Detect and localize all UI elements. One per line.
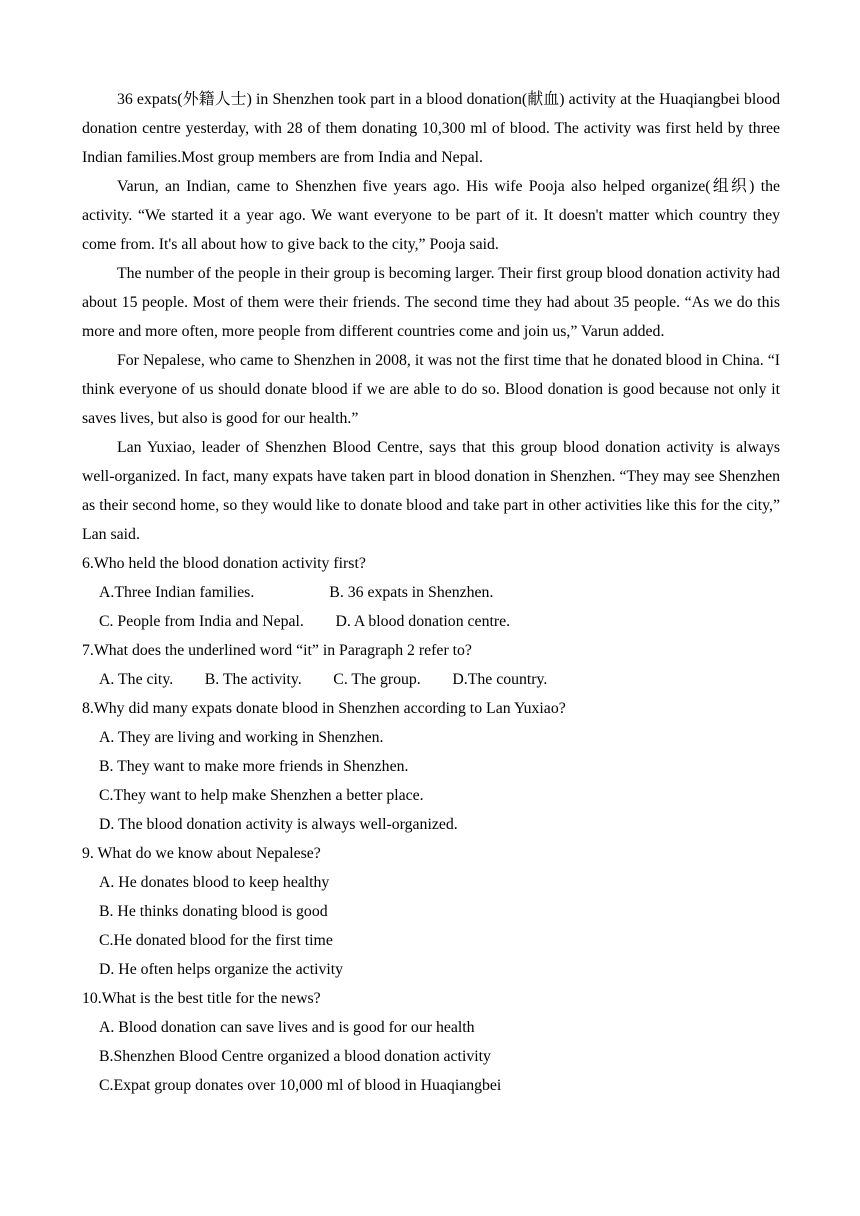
option-line: C.He donated blood for the first time bbox=[99, 932, 333, 949]
question-stem: 6.Who held the blood donation activity first? bbox=[82, 555, 366, 572]
option-line: A. Blood donation can save lives and is good for our health bbox=[99, 1019, 475, 1036]
question-stem: 10.What is the best title for the news? bbox=[82, 990, 321, 1007]
option-line: B. He thinks donating blood is good bbox=[99, 903, 328, 920]
question-stem: 7.What does the underlined word “it” in Paragraph 2 refer to? bbox=[82, 642, 472, 659]
passage-paragraph-5: Lan Yuxiao, leader of Shenzhen Blood Centre, says that this group blood donation activity is always well-organized. In fact, many expats have taken part in blood donation in Shenzhen. “They may see Shenzhen as their second home, so they would like to donate blood and take part in other activities like this for the city,” Lan said. bbox=[82, 439, 780, 543]
question-6 bbox=[82, 549, 780, 636]
option-line: C. People from India and Nepal. D. A blood donation centre. bbox=[99, 613, 511, 630]
passage-paragraph-3: The number of the people in their group is becoming larger. Their first group blood donation activity had about 15 people. Most of them were their friends. The second time they had about 35 people. “As we do this more and more often, more people from different countries come and join us,” Varun added. bbox=[82, 265, 780, 340]
option-line: A. They are living and working in Shenzhen. bbox=[99, 729, 384, 746]
option-line: A.Three Indian families. B. 36 expats in Shenzhen. bbox=[99, 584, 494, 601]
question-7 bbox=[82, 636, 780, 694]
passage bbox=[82, 85, 780, 549]
question-9 bbox=[82, 839, 780, 984]
question-stem: 9. What do we know about Nepalese? bbox=[82, 845, 321, 862]
document-page bbox=[82, 85, 780, 1100]
option-line: B. They want to make more friends in Shenzhen. bbox=[99, 758, 409, 775]
passage-paragraph-4: For Nepalese, who came to Shenzhen in 2008, it was not the first time that he donated blood in China. “I think everyone of us should donate blood if we are able to do so. Blood donation is good because not only it saves lives, but also is good for our health.” bbox=[82, 352, 780, 427]
option-line: C.Expat group donates over 10,000 ml of blood in Huaqiangbei bbox=[99, 1077, 502, 1094]
passage-paragraph-1: 36 expats(外籍人士) in Shenzhen took part in a blood donation(献血) activity at the Huaqiangbei blood donation centre yesterday, with 28 of them donating 10,300 ml of blood. The activity was first held by three Indian families.Most group members are from India and Nepal. bbox=[82, 91, 780, 166]
option-line: D. He often helps organize the activity bbox=[99, 961, 344, 978]
question-10 bbox=[82, 984, 780, 1100]
option-line: A. He donates blood to keep healthy bbox=[99, 874, 330, 891]
passage-paragraph-2: Varun, an Indian, came to Shenzhen five years ago. His wife Pooja also helped organize(组织) the activity. “We started it a year ago. We want everyone to be part of it. It doesn't matter which country they come from. It's all about how to give back to the city,” Pooja said. bbox=[82, 178, 780, 253]
option-line: D. The blood donation activity is always well-organized. bbox=[99, 816, 458, 833]
question-8 bbox=[82, 694, 780, 839]
option-line: B.Shenzhen Blood Centre organized a blood donation activity bbox=[99, 1048, 491, 1065]
option-line: C.They want to help make Shenzhen a better place. bbox=[99, 787, 424, 804]
option-line: A. The city. B. The activity. C. The group. D.The country. bbox=[99, 671, 548, 688]
question-stem: 8.Why did many expats donate blood in Shenzhen according to Lan Yuxiao? bbox=[82, 700, 566, 717]
